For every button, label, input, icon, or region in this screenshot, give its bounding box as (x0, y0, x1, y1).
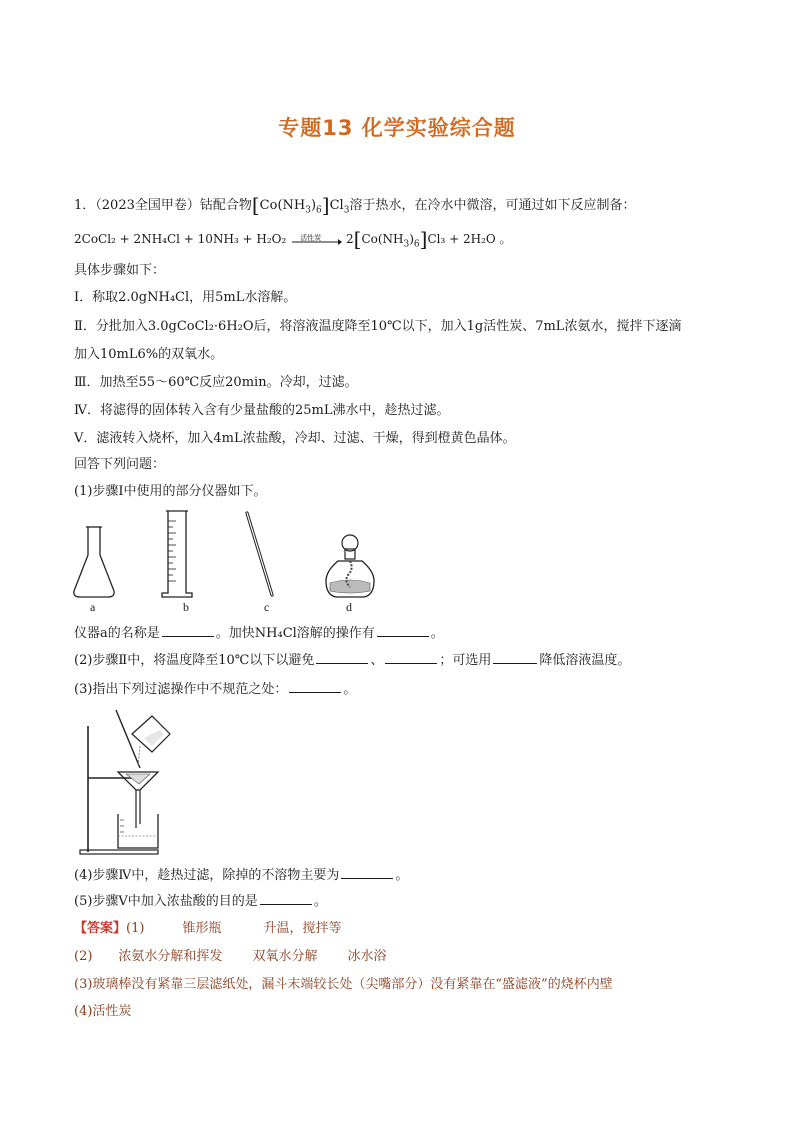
answer-1-number: (1) (126, 921, 145, 936)
sub-question-5 (74, 892, 327, 911)
sub3-text: (3)指出下列过滤操作中不规范之处： (74, 682, 288, 697)
answer-blank-4[interactable] (385, 651, 437, 664)
bracket-open: [ (251, 193, 260, 217)
answer-2-number: (2) (74, 949, 93, 964)
subscript-3: 3 (305, 205, 311, 216)
answer-line-1 (74, 920, 341, 938)
graduated-cylinder-icon (162, 511, 192, 597)
intro-prefix: 1．（2023全国甲卷）钴配合物 (74, 198, 252, 213)
pouring-beaker-icon (116, 710, 170, 768)
answer-blank-1[interactable] (162, 624, 214, 637)
step-2-line-1: Ⅱ．分批加入3.0gCoCl₂·6H₂O后，将溶液温度降至10℃以下，加入1g活性炭、7mL浓氨水，搅拌下逐滴 (74, 319, 682, 334)
label-c: c (264, 600, 270, 614)
bracket-close: ] (321, 193, 330, 217)
answer-blank-5[interactable] (493, 651, 537, 664)
answer-1-part-2: 升温，搅拌等 (263, 921, 342, 936)
period: 。 (430, 626, 444, 641)
sub2-text-c: 降低溶液温度。 (539, 653, 631, 668)
step-4: Ⅳ．将滤得的固体转入含有少量盐酸的25mL沸水中，趁热过滤。 (74, 403, 450, 418)
alcohol-lamp-icon (326, 535, 374, 597)
step-5: Ⅴ．滤液转入烧杯，加入4mL浓盐酸，冷却、过滤、干燥，得到橙黄色晶体。 (74, 431, 516, 446)
step-3: Ⅲ．加热至55～60℃反应20min。冷却，过滤。 (74, 375, 358, 390)
reaction-equation: 2CoCl₂ + 2NH₄Cl + 10NH₃ + H₂O₂ 活性炭 $2[Co(NH_3)_6]Cl_3 + 2H_2O$ 。 (74, 227, 512, 251)
period-3: 。 (395, 868, 409, 883)
period-2: 。 (343, 682, 357, 697)
sub-question-1: (1)步骤Ⅰ中使用的部分仪器如下。 (74, 484, 267, 499)
sub-question-4 (74, 866, 408, 885)
reaction-arrow (290, 233, 342, 247)
answer-header: 回答下列问题： (74, 457, 166, 472)
label-b: b (183, 600, 189, 614)
step-1: Ⅰ．称取2.0gNH₄Cl，用5mL水溶解。 (74, 290, 297, 305)
funnel-icon (118, 772, 158, 828)
answer-2-part-3: 冰水浴 (347, 949, 387, 964)
question-intro: 1．（2023全国甲卷）钴配合物$[Co(NH_3)_6]Cl_3$溶于热水，在冷水中微溶，可通过如下反应制备： (74, 193, 636, 217)
chloride: Cl (329, 198, 344, 213)
page-title: 专题13 化学实验综合题 (278, 116, 516, 140)
sub2-text-a: (2)步骤Ⅱ中，将温度降至10℃以下以避免 (74, 653, 315, 668)
label-a: a (90, 600, 96, 614)
subscript-3b: 3 (403, 239, 410, 250)
sub-question-3 (74, 680, 356, 699)
answer-2-part-2: 双氧水分解 (252, 949, 318, 964)
label-d: d (346, 600, 352, 614)
arrow-icon (290, 233, 342, 247)
conical-flask-icon (74, 527, 114, 597)
answer-1-part-1: 锥形瓶 (182, 921, 222, 936)
receiving-beaker-icon (118, 814, 158, 848)
sub1-text-b: 。加快NH₄Cl溶解的操作有 (215, 626, 375, 641)
sub2-text-b: ；可选用 (439, 653, 492, 668)
answer-tag: 【答案】 (74, 921, 127, 936)
answer-line-4: (4)活性炭 (74, 1004, 132, 1019)
equation-coefficient: 2 (345, 232, 354, 246)
sub4-text: (4)步骤Ⅳ中，趁热过滤，除掉的不溶物主要为 (74, 868, 340, 883)
apparatus-figure (70, 505, 380, 605)
filtration-apparatus (74, 706, 194, 856)
sub5-text: (5)步骤Ⅴ中加入浓盐酸的目的是 (74, 894, 258, 909)
answer-blank-7[interactable] (341, 866, 393, 879)
equation-left: 2CoCl₂ + 2NH₄Cl + 10NH₃ + H₂O₂ (74, 232, 287, 246)
subscript-6: 6 (316, 205, 322, 216)
complex-formula: Co(NH (259, 198, 306, 213)
answer-blank-8[interactable] (260, 892, 312, 905)
complex-formula-2: Co(NH (361, 232, 404, 246)
comma: 、 (370, 653, 384, 668)
period-4: 。 (313, 894, 327, 909)
answer-blank-2[interactable] (377, 624, 429, 637)
sub-question-1-blanks (74, 624, 444, 643)
glass-rod-icon (247, 513, 272, 595)
answer-line-3: (3)玻璃棒没有紧靠三层滤纸处，漏斗末端较长处（尖嘴部分）没有紧靠在“盛滤液”的烧杯内壁 (74, 977, 613, 992)
equation-right: Cl₃ + 2H₂O 。 (427, 232, 512, 246)
catalyst-label: 活性炭 (300, 233, 322, 242)
subscript-6b: 6 (413, 239, 420, 250)
steps-header: 具体步骤如下： (74, 263, 166, 278)
step-2-line-2: 加入10mL6%的双氧水。 (74, 347, 224, 362)
intro-suffix: 溶于热水，在冷水中微溶，可通过如下反应制备： (349, 198, 636, 213)
answer-line-2 (74, 948, 386, 966)
answer-2-part-1: 浓氨水分解和挥发 (118, 949, 223, 964)
bracket-open-2: [ (353, 227, 362, 251)
bracket-close-2: ] (419, 227, 428, 251)
sub1-text-a: 仪器a的名称是 (74, 626, 160, 641)
subscript-cl3: 3 (343, 205, 350, 216)
sub-question-2 (74, 651, 630, 670)
answer-blank-6[interactable] (289, 680, 341, 693)
iron-stand-icon (80, 726, 158, 854)
answer-blank-3[interactable] (316, 651, 368, 664)
